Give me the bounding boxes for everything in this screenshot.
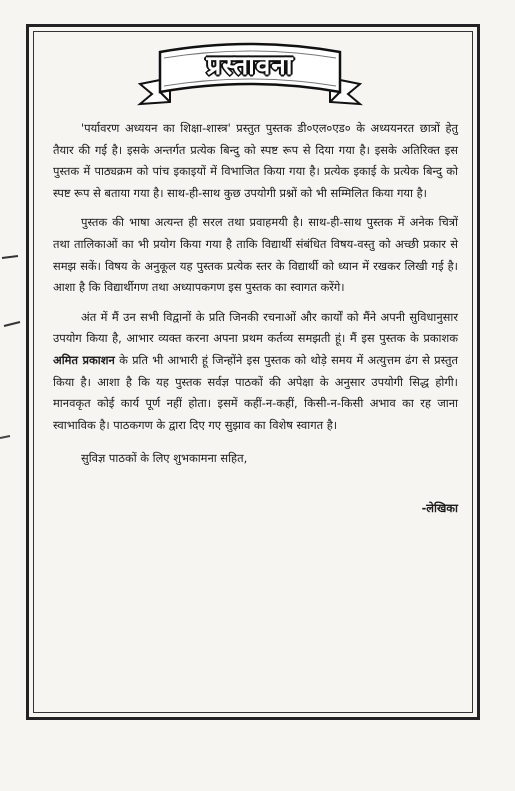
paragraph-2: पुस्तक की भाषा अत्यन्त ही सरल तथा प्रवाहमयी है। साथ-ही-साथ पुस्तक में अनेक चित्रों तथा तालिकाओं का भी प्रयोग किया गया है ताकि विद्यार्थी संबंधित विषय-वस्तु को अच्छी प्रकार से समझ सकें। विषय के अनुकूल यह पुस्तक प्रत्येक स्तर के विद्यार्थी को ध्यान में रखकर लिखी गई है। आशा है कि विद्यार्थीगण तथा अध्यापकगण इस पुस्तक का स्वागत करेंगे। (53, 215, 458, 295)
author-signature: -लेखिका (421, 500, 458, 515)
publisher-name: अमित प्रकाशन (53, 352, 115, 367)
page-title: प्रस्तावना (206, 51, 294, 81)
paragraph-1: 'पर्यावरण अध्ययन का शिक्षा-शास्त्र' प्रस्तुत पुस्तक डी०एल०एड० के अध्ययनरत छात्रों हेतु तैयार की गई है। इसके अन्तर्गत प्रत्येक बिन्दु को स्पष्ट रूप से दिया गया है। इसके अतिरिक्त इस पुस्तक में पाठ्यक्रम को पांच इकाइयों में विभाजित किया गया है। प्रत्येक इकाई के प्रत्येक बिन्दु को स्पष्ट रूप से बताया गया है। साथ-ही-साथ कुछ उपयोगी प्रश्नों को भी सम्मिलित किया गया है। (53, 121, 458, 200)
paragraph-3-part1: अंत में मैं उन सभी विद्वानों के प्रति जिनकी रचनाओं और कार्यों को मैंने अपनी सुविधानुसार उपयोग किया है, आभार व्यक्त करना अपना प्रथम कर्तव्य समझती हूं। मैं इस पुस्तक के प्रकाशक (53, 309, 458, 346)
paragraph-3-part2: के प्रति भी आभारी हूं जिन्होंने इस पुस्तक को थोड़े समय में अत्युत्तम ढंग से प्रस्तुत किया है। आशा है कि यह पुस्तक सर्वज्ञ पाठकों की अपेक्षा के अनुसार उपयोगी सिद्ध होगी। मानवकृत कोई कार्य पूर्ण नहीं होता। इसमें कहीं-न-कहीं, किसी-न-किसी अभाव का रह जाना स्वाभाविक है। पाठकगण के द्वारा दिए गए सुझाव का विशेष स्वागत है। (53, 352, 458, 432)
greeting-line: सुविज्ञ पाठकों के लिए शुभकामना सहित, (81, 451, 248, 466)
